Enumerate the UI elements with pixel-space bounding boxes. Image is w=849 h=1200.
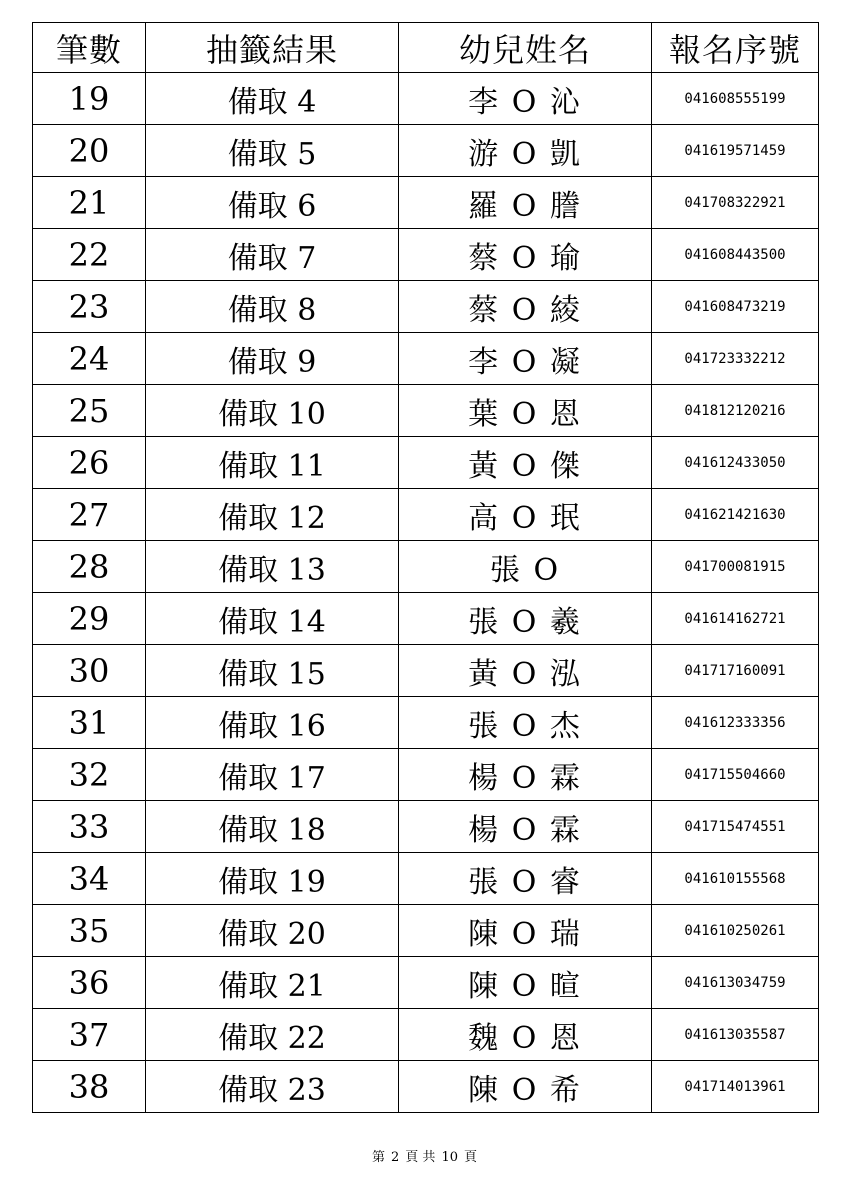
row-count-cell: 31 [33,697,146,749]
row-count-cell: 24 [33,333,146,385]
table-row [33,853,819,905]
row-registration-id-cell: 041700081915 [652,541,819,593]
row-count-cell: 29 [33,593,146,645]
row-child-name-cell: 楊 O 霖 [399,749,652,801]
row-registration-id-cell: 041621421630 [652,489,819,541]
row-count-cell: 21 [33,177,146,229]
row-draw-result-cell: 備取 16 [146,697,399,749]
row-count-cell: 25 [33,385,146,437]
row-registration-id-cell: 041714013961 [652,1061,819,1113]
row-child-name-cell: 黃 O 泓 [399,645,652,697]
row-registration-id-cell: 041812120216 [652,385,819,437]
row-draw-result-cell: 備取 6 [146,177,399,229]
table-row [33,801,819,853]
table-row [33,541,819,593]
row-child-name-cell: 蔡 O 綾 [399,281,652,333]
row-count-cell: 26 [33,437,146,489]
table-body [33,73,819,1113]
footer-mid: 頁 共 [405,1150,436,1165]
table-row [33,177,819,229]
row-registration-id-cell: 041723332212 [652,333,819,385]
row-registration-id-cell: 041608473219 [652,281,819,333]
row-registration-id-cell: 041610155568 [652,853,819,905]
row-child-name-cell: 魏 O 恩 [399,1009,652,1061]
row-draw-result-cell: 備取 21 [146,957,399,1009]
row-count-cell: 32 [33,749,146,801]
table-row [33,645,819,697]
table-row [33,229,819,281]
row-draw-result-cell: 備取 9 [146,333,399,385]
row-draw-result-cell: 備取 14 [146,593,399,645]
table-row [33,333,819,385]
row-child-name-cell: 張 O [399,541,652,593]
table-row [33,905,819,957]
footer-total-pages: 10 [441,1150,458,1165]
header-draw-result: 抽籤結果 [146,23,399,73]
row-draw-result-cell: 備取 13 [146,541,399,593]
row-registration-id-cell: 041715504660 [652,749,819,801]
row-registration-id-cell: 041613035587 [652,1009,819,1061]
row-draw-result-cell: 備取 11 [146,437,399,489]
table-header [33,23,819,73]
row-registration-id-cell: 041608555199 [652,73,819,125]
row-child-name-cell: 黃 O 傑 [399,437,652,489]
row-count-cell: 19 [33,73,146,125]
table-row [33,489,819,541]
header-count: 筆數 [33,23,146,73]
header-registration-id: 報名序號 [652,23,819,73]
row-count-cell: 36 [33,957,146,1009]
row-count-cell: 38 [33,1061,146,1113]
table-row [33,125,819,177]
row-count-cell: 33 [33,801,146,853]
row-child-name-cell: 羅 O 謄 [399,177,652,229]
table-row [33,749,819,801]
row-registration-id-cell: 041708322921 [652,177,819,229]
row-draw-result-cell: 備取 7 [146,229,399,281]
page-footer [0,1146,849,1165]
row-draw-result-cell: 備取 4 [146,73,399,125]
header-child-name: 幼兒姓名 [399,23,652,73]
row-count-cell: 35 [33,905,146,957]
table-row [33,697,819,749]
row-child-name-cell: 陳 O 暄 [399,957,652,1009]
row-child-name-cell: 游 O 凱 [399,125,652,177]
row-count-cell: 30 [33,645,146,697]
table-row [33,437,819,489]
row-draw-result-cell: 備取 18 [146,801,399,853]
footer-suffix: 頁 [463,1150,477,1165]
table-row [33,957,819,1009]
row-draw-result-cell: 備取 23 [146,1061,399,1113]
table-row [33,1061,819,1113]
row-draw-result-cell: 備取 22 [146,1009,399,1061]
row-child-name-cell: 陳 O 瑞 [399,905,652,957]
row-registration-id-cell: 041610250261 [652,905,819,957]
row-draw-result-cell: 備取 10 [146,385,399,437]
row-child-name-cell: 高 O 珉 [399,489,652,541]
row-child-name-cell: 楊 O 霖 [399,801,652,853]
row-child-name-cell: 蔡 O 瑜 [399,229,652,281]
row-count-cell: 34 [33,853,146,905]
row-registration-id-cell: 041614162721 [652,593,819,645]
row-draw-result-cell: 備取 17 [146,749,399,801]
row-draw-result-cell: 備取 5 [146,125,399,177]
row-draw-result-cell: 備取 12 [146,489,399,541]
table-row [33,73,819,125]
table-row [33,593,819,645]
row-count-cell: 20 [33,125,146,177]
row-count-cell: 22 [33,229,146,281]
row-draw-result-cell: 備取 19 [146,853,399,905]
row-registration-id-cell: 041608443500 [652,229,819,281]
row-child-name-cell: 葉 O 恩 [399,385,652,437]
row-child-name-cell: 張 O 杰 [399,697,652,749]
row-draw-result-cell: 備取 20 [146,905,399,957]
header-row [33,23,819,73]
row-count-cell: 23 [33,281,146,333]
row-count-cell: 27 [33,489,146,541]
row-registration-id-cell: 041715474551 [652,801,819,853]
draw-results-table [32,22,819,1113]
row-count-cell: 37 [33,1009,146,1061]
row-registration-id-cell: 041613034759 [652,957,819,1009]
row-registration-id-cell: 041717160091 [652,645,819,697]
footer-page-number: 2 [391,1150,400,1165]
row-registration-id-cell: 041612433050 [652,437,819,489]
row-registration-id-cell: 041612333356 [652,697,819,749]
table-row [33,1009,819,1061]
row-child-name-cell: 李 O 沁 [399,73,652,125]
table-row [33,281,819,333]
row-registration-id-cell: 041619571459 [652,125,819,177]
table-row [33,385,819,437]
row-child-name-cell: 李 O 凝 [399,333,652,385]
row-child-name-cell: 張 O 羲 [399,593,652,645]
row-draw-result-cell: 備取 15 [146,645,399,697]
row-child-name-cell: 張 O 睿 [399,853,652,905]
row-draw-result-cell: 備取 8 [146,281,399,333]
row-child-name-cell: 陳 O 希 [399,1061,652,1113]
row-count-cell: 28 [33,541,146,593]
footer-prefix: 第 [372,1150,386,1165]
